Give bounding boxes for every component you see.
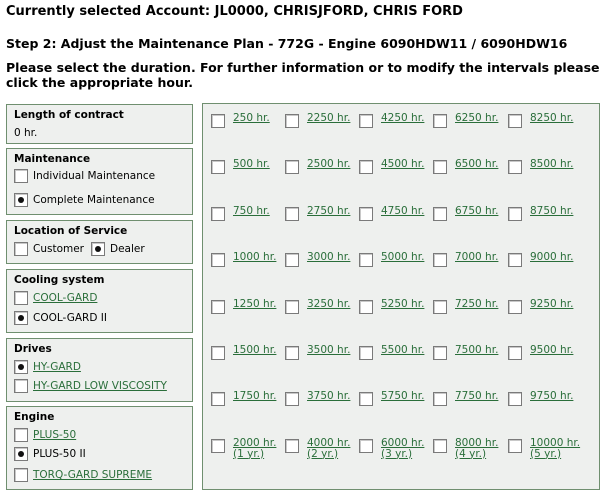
hour-checkbox[interactable] [211, 439, 225, 453]
hour-checkbox[interactable] [285, 346, 299, 360]
hour-checkbox[interactable] [285, 114, 299, 128]
hour-option[interactable] [433, 206, 498, 221]
engine-option-label[interactable]: PLUS-50 [33, 429, 77, 441]
hour-link[interactable]: 5250 hr. [381, 297, 425, 310]
year-label[interactable]: (1 yr.) [233, 447, 265, 460]
hour-option[interactable] [359, 113, 424, 128]
hour-checkbox[interactable] [359, 346, 373, 360]
hour-option[interactable] [285, 159, 350, 174]
hour-checkbox[interactable] [359, 253, 373, 267]
hour-checkbox[interactable] [359, 160, 373, 174]
location-title: Location of Service [14, 225, 128, 237]
hour-checkbox[interactable] [508, 253, 522, 267]
hour-option[interactable] [359, 206, 424, 221]
drives-title: Drives [14, 343, 52, 355]
hour-option[interactable] [433, 438, 498, 460]
hour-option[interactable] [211, 252, 276, 267]
hour-option[interactable] [508, 206, 573, 221]
engine-option-label[interactable]: TORQ-GARD SUPREME [33, 469, 153, 481]
hour-option[interactable] [285, 299, 350, 314]
hour-option[interactable] [211, 299, 276, 314]
hour-checkbox[interactable] [211, 300, 225, 314]
hour-checkbox[interactable] [359, 300, 373, 314]
hour-checkbox[interactable] [285, 160, 299, 174]
hour-option[interactable] [508, 113, 573, 128]
hour-link[interactable]: 10000 hr. (5 yr.) [530, 436, 581, 460]
hour-link[interactable]: 9500 hr. [530, 344, 574, 356]
hour-checkbox[interactable] [433, 207, 447, 221]
hour-option[interactable] [211, 391, 276, 406]
hour-checkbox[interactable] [285, 439, 299, 453]
hour-link[interactable]: 1250 hr. [233, 297, 277, 310]
hour-link[interactable]: 9750 hr. [530, 390, 574, 403]
hour-checkbox[interactable] [211, 346, 225, 360]
cooling-option-label: COOL-GARD II [33, 312, 107, 324]
maintenance-option-0[interactable] [14, 168, 155, 184]
hour-link[interactable]: 2500 hr. [307, 158, 351, 171]
hour-link[interactable]: 250 hr. [233, 112, 270, 124]
engine-checkbox-2[interactable] [14, 468, 28, 482]
drives-option-label[interactable]: HY-GARD LOW VISCOSITY [33, 380, 167, 392]
location-option-0[interactable] [14, 241, 84, 257]
hour-link[interactable]: 4750 hr. [381, 204, 425, 217]
hour-link[interactable]: 7750 hr. [455, 390, 499, 403]
hour-link[interactable]: 3250 hr. [307, 297, 351, 310]
hour-option[interactable] [359, 345, 424, 360]
hour-option[interactable] [508, 252, 573, 267]
engine-option-2[interactable] [14, 467, 152, 483]
drives-option-label[interactable]: HY-GARD [33, 361, 81, 373]
hour-link[interactable]: 6750 hr. [455, 204, 499, 217]
hour-checkbox[interactable] [285, 300, 299, 314]
contract-panel [6, 104, 193, 144]
hour-option[interactable] [433, 391, 498, 406]
hour-link[interactable]: 6500 hr. [455, 158, 499, 171]
hour-link[interactable]: 4250 hr. [381, 112, 425, 124]
hour-option[interactable] [508, 345, 573, 360]
hour-checkbox[interactable] [433, 392, 447, 406]
hour-link[interactable]: 9000 hr. [530, 251, 574, 264]
hour-link[interactable]: 500 hr. [233, 158, 270, 171]
hour-link[interactable]: 8500 hr. [530, 158, 574, 171]
hour-option[interactable] [508, 438, 580, 460]
year-label[interactable]: (4 yr.) [455, 447, 487, 460]
location-checkbox-1[interactable] [91, 242, 105, 256]
hour-option[interactable] [508, 299, 573, 314]
location-checkbox-0[interactable] [14, 242, 28, 256]
hour-checkbox[interactable] [433, 253, 447, 267]
hour-option[interactable] [211, 206, 270, 221]
hours-grid [202, 103, 600, 490]
hour-option[interactable] [433, 252, 498, 267]
hour-option[interactable] [359, 252, 424, 267]
location-panel [6, 220, 193, 264]
hour-option[interactable] [211, 159, 270, 174]
hour-checkbox[interactable] [211, 253, 225, 267]
hour-checkbox[interactable] [508, 439, 522, 453]
hour-checkbox[interactable] [433, 346, 447, 360]
hour-checkbox[interactable] [211, 160, 225, 174]
hour-checkbox[interactable] [508, 207, 522, 221]
maintenance-option-1[interactable] [14, 192, 155, 208]
engine-checkbox-1[interactable] [14, 447, 28, 461]
hour-link[interactable]: 6000 hr. (3 yr.) [381, 436, 425, 460]
cooling-panel [6, 269, 193, 333]
maintenance-option-label: Individual Maintenance [33, 170, 156, 182]
hour-link[interactable]: 5500 hr. [381, 344, 425, 356]
contract-title: Length of contract [14, 109, 124, 121]
hour-link[interactable]: 2000 hr. (1 yr.) [233, 436, 277, 460]
hour-option[interactable] [359, 159, 424, 174]
hour-link[interactable]: 8250 hr. [530, 112, 574, 124]
maintenance-title: Maintenance [14, 153, 91, 165]
engine-option-label: PLUS-50 II [33, 448, 86, 460]
contract-value: 0 hr. [14, 127, 38, 139]
selected-dot-icon [18, 364, 24, 370]
hour-checkbox[interactable] [359, 207, 373, 221]
engine-option-1[interactable] [14, 446, 86, 462]
engine-panel [6, 406, 193, 490]
engine-option-0[interactable] [14, 427, 76, 443]
hour-link[interactable]: 7500 hr. [455, 344, 499, 356]
hour-checkbox[interactable] [508, 392, 522, 406]
hour-checkbox[interactable] [433, 114, 447, 128]
selected-dot-icon [18, 197, 24, 203]
hour-link[interactable]: 2250 hr. [307, 112, 351, 124]
hour-checkbox[interactable] [433, 300, 447, 314]
drives-option-1[interactable] [14, 378, 167, 394]
hour-link[interactable]: 3750 hr. [307, 390, 351, 403]
year-label[interactable]: (5 yr.) [530, 447, 562, 460]
hour-checkbox[interactable] [359, 392, 373, 406]
hour-link[interactable]: 8000 hr. (4 yr.) [455, 436, 499, 460]
hour-checkbox[interactable] [508, 160, 522, 174]
hour-option[interactable] [211, 345, 276, 360]
drives-option-0[interactable] [14, 359, 81, 375]
location-option-1[interactable] [91, 241, 145, 257]
hour-checkbox[interactable] [508, 346, 522, 360]
hour-link[interactable]: 1000 hr. [233, 251, 277, 264]
maintenance-panel [6, 148, 193, 215]
hour-checkbox[interactable] [433, 439, 447, 453]
cooling-checkbox-0[interactable] [14, 291, 28, 305]
hour-link[interactable]: 9250 hr. [530, 297, 574, 310]
hour-option[interactable] [285, 252, 350, 267]
hour-option[interactable] [285, 113, 350, 128]
hour-link[interactable]: 5750 hr. [381, 390, 425, 403]
hour-link[interactable]: 6250 hr. [455, 112, 499, 124]
hour-link[interactable]: 1750 hr. [233, 390, 277, 403]
drives-checkbox-0[interactable] [14, 360, 28, 374]
hour-checkbox[interactable] [359, 114, 373, 128]
hour-link[interactable]: 7250 hr. [455, 297, 499, 310]
hour-checkbox[interactable] [508, 114, 522, 128]
account-heading: Currently selected Account: JL0000, CHRISJFORD, CHRIS FORD [6, 4, 463, 19]
hour-link[interactable]: 7000 hr. [455, 251, 499, 264]
hour-link[interactable]: 1500 hr. [233, 344, 277, 356]
cooling-option-1[interactable] [14, 310, 107, 326]
hour-link[interactable]: 3000 hr. [307, 251, 351, 264]
engine-checkbox-0[interactable] [14, 428, 28, 442]
instructions-text: Please select the duration. For further information or to modify the intervals please click the appropriate hour. [6, 60, 600, 90]
hour-option[interactable] [211, 113, 270, 128]
hour-checkbox[interactable] [211, 207, 225, 221]
location-option-label: Customer [33, 243, 85, 255]
hour-option[interactable] [285, 438, 350, 460]
hour-link[interactable]: 4500 hr. [381, 158, 425, 171]
hour-link[interactable]: 750 hr. [233, 204, 270, 217]
engine-title: Engine [14, 411, 55, 423]
maintenance-checkbox-1[interactable] [14, 193, 28, 207]
hour-checkbox[interactable] [359, 439, 373, 453]
hour-link[interactable]: 8750 hr. [530, 204, 574, 217]
selected-dot-icon [18, 315, 24, 321]
hour-link[interactable]: 2750 hr. [307, 204, 351, 217]
hour-option[interactable] [211, 438, 276, 460]
location-option-label: Dealer [110, 243, 145, 255]
hour-checkbox[interactable] [285, 392, 299, 406]
hour-option[interactable] [508, 391, 573, 406]
hour-option[interactable] [433, 113, 498, 128]
hour-option[interactable] [433, 159, 498, 174]
hour-link[interactable]: 3500 hr. [307, 344, 351, 356]
cooling-checkbox-1[interactable] [14, 311, 28, 325]
hour-option[interactable] [359, 391, 424, 406]
hour-checkbox[interactable] [508, 300, 522, 314]
hour-checkbox[interactable] [285, 207, 299, 221]
hour-link[interactable]: 4000 hr. (2 yr.) [307, 436, 351, 460]
hour-checkbox[interactable] [211, 392, 225, 406]
selected-dot-icon [95, 246, 101, 252]
hour-option[interactable] [285, 345, 350, 360]
hour-checkbox[interactable] [433, 160, 447, 174]
hour-option[interactable] [285, 206, 350, 221]
maintenance-option-label: Complete Maintenance [33, 194, 155, 206]
hour-checkbox[interactable] [211, 114, 225, 128]
hour-option[interactable] [359, 438, 424, 460]
year-label[interactable]: (2 yr.) [307, 447, 339, 460]
cooling-title: Cooling system [14, 274, 105, 286]
selected-dot-icon [18, 451, 24, 457]
hour-link[interactable]: 5000 hr. [381, 251, 425, 264]
step-heading: Step 2: Adjust the Maintenance Plan - 772G - Engine 6090HDW11 / 6090HDW16 [6, 36, 568, 51]
hour-option[interactable] [285, 391, 350, 406]
cooling-option-label[interactable]: COOL-GARD [33, 292, 98, 304]
drives-panel [6, 338, 193, 402]
drives-checkbox-1[interactable] [14, 379, 28, 393]
hour-checkbox[interactable] [285, 253, 299, 267]
hour-option[interactable] [433, 345, 498, 360]
maintenance-checkbox-0[interactable] [14, 169, 28, 183]
year-label[interactable]: (3 yr.) [381, 447, 413, 460]
hour-option[interactable] [359, 299, 424, 314]
cooling-option-0[interactable] [14, 290, 97, 306]
hour-option[interactable] [508, 159, 573, 174]
hour-option[interactable] [433, 299, 498, 314]
